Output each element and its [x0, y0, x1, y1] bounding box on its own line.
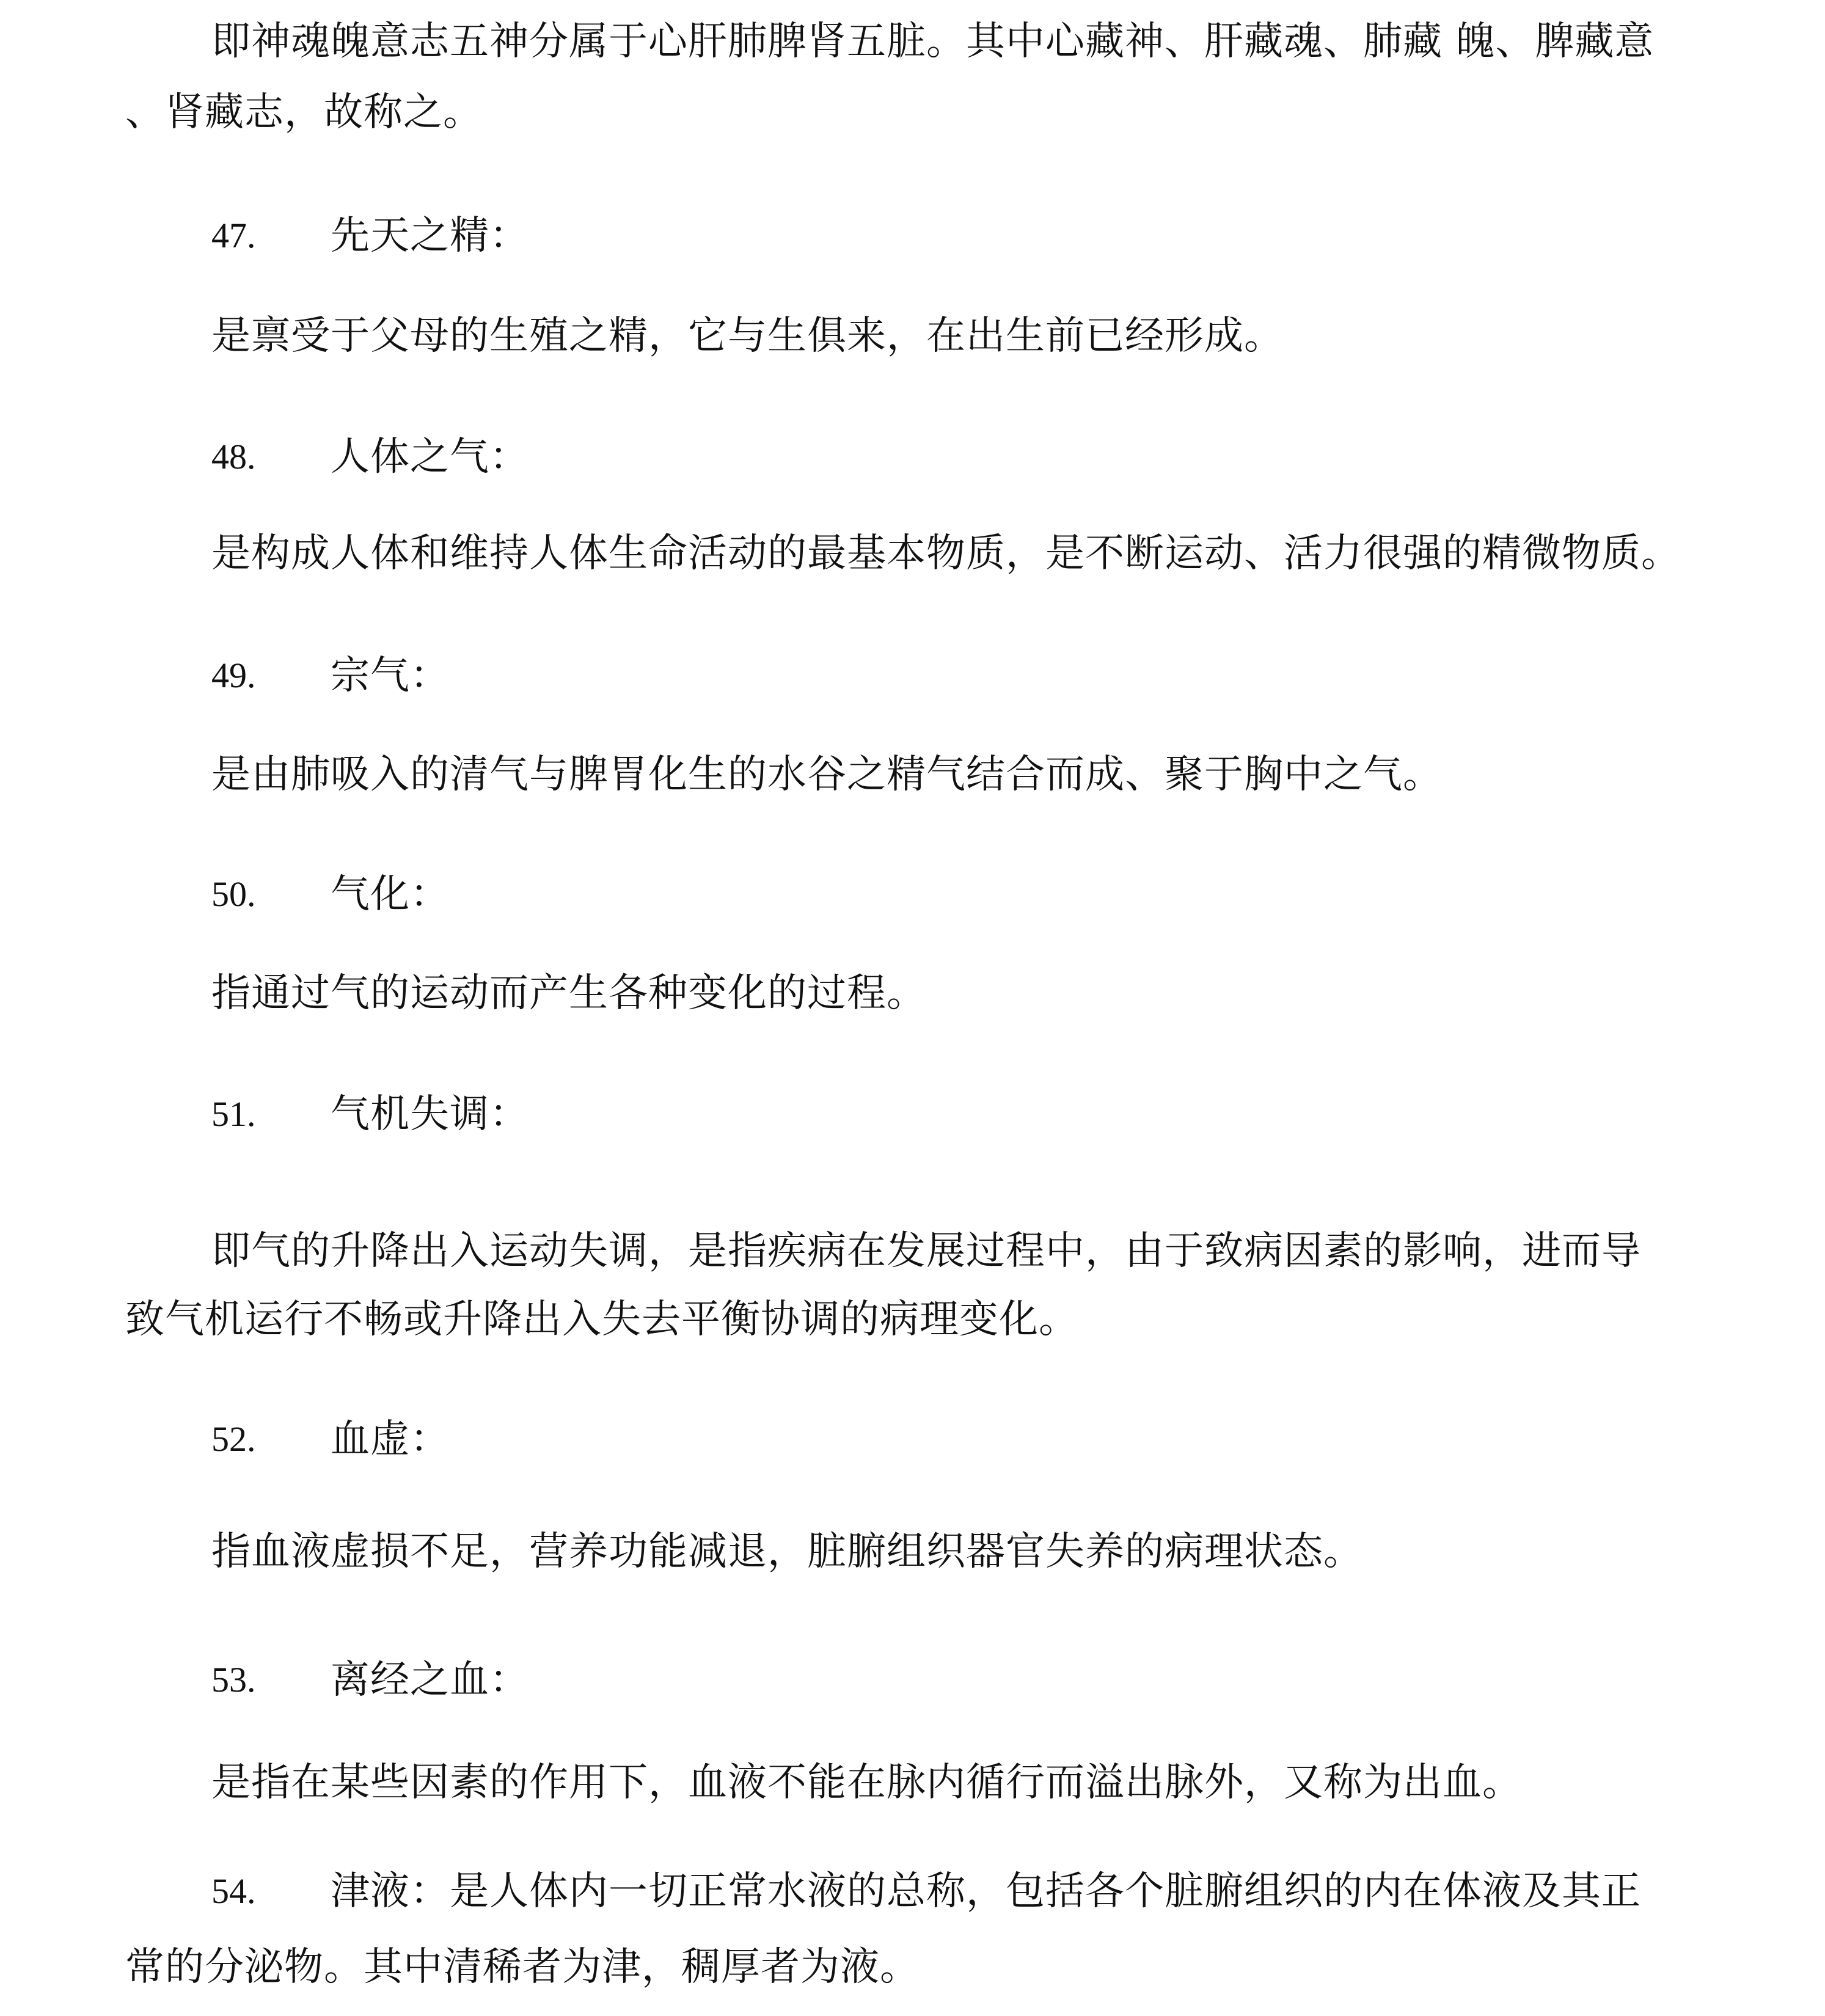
intro-line-1: 即神魂魄意志五神分属于心肝肺脾肾五脏。其中心藏神、肝藏魂、肺藏 魄、脾藏意 [211, 19, 1655, 64]
entry-47-number: 47. [211, 216, 256, 255]
entry-51-term: 气机失调： [331, 1092, 529, 1137]
entry-51-definition-line-1: 即气的升降出入运动失调，是指疾病在发展过程中，由于致病因素的影响，进而导 [211, 1229, 1641, 1274]
entry-52-term: 血虚： [331, 1417, 450, 1462]
entry-49-number: 49. [211, 656, 256, 695]
entry-47-definition: 是禀受于父母的生殖之精，它与生俱来，在出生前已经形成。 [211, 313, 1284, 359]
entry-54-term: 津液：是人体内一切正常水液的总称，包括各个脏腑组织的内在体液及其正 [331, 1869, 1641, 1914]
entry-48-definition: 是构成人体和维持人体生命活动的最基本物质，是不断运动、活力很强的精微物质。 [211, 531, 1681, 576]
entry-52-number: 52. [211, 1419, 256, 1459]
entry-52-definition: 指血液虚损不足，营养功能减退，脏腑组织器官失养的病理状态。 [211, 1529, 1363, 1574]
entry-48-term: 人体之气： [331, 434, 529, 480]
entry-47-term: 先天之精： [331, 213, 529, 258]
entry-50-term: 气化： [331, 872, 450, 917]
entry-54-number: 54. [211, 1871, 256, 1911]
entry-49-definition: 是由肺吸入的清气与脾胃化生的水谷之精气结合而成、聚于胸中之气。 [211, 752, 1443, 797]
entry-51-number: 51. [211, 1094, 256, 1134]
entry-50-definition: 指通过气的运动而产生各种变化的过程。 [211, 971, 926, 1016]
entry-50-number: 50. [211, 874, 256, 914]
entry-53-term: 离经之血： [331, 1657, 529, 1703]
entry-53-number: 53. [211, 1660, 256, 1700]
entry-53-definition: 是指在某些因素的作用下，血液不能在脉内循行而溢出脉外，又称为出血。 [211, 1760, 1522, 1805]
entry-49-term: 宗气： [331, 653, 450, 698]
entry-48-number: 48. [211, 437, 256, 477]
entry-51-definition-line-2: 致气机运行不畅或升降出入失去平衡协调的病理变化。 [125, 1297, 1078, 1342]
entry-54-definition: 常的分泌物。其中清稀者为津，稠厚者为液。 [125, 1945, 920, 1990]
intro-line-2: 、肾藏志，故称之。 [125, 90, 483, 135]
